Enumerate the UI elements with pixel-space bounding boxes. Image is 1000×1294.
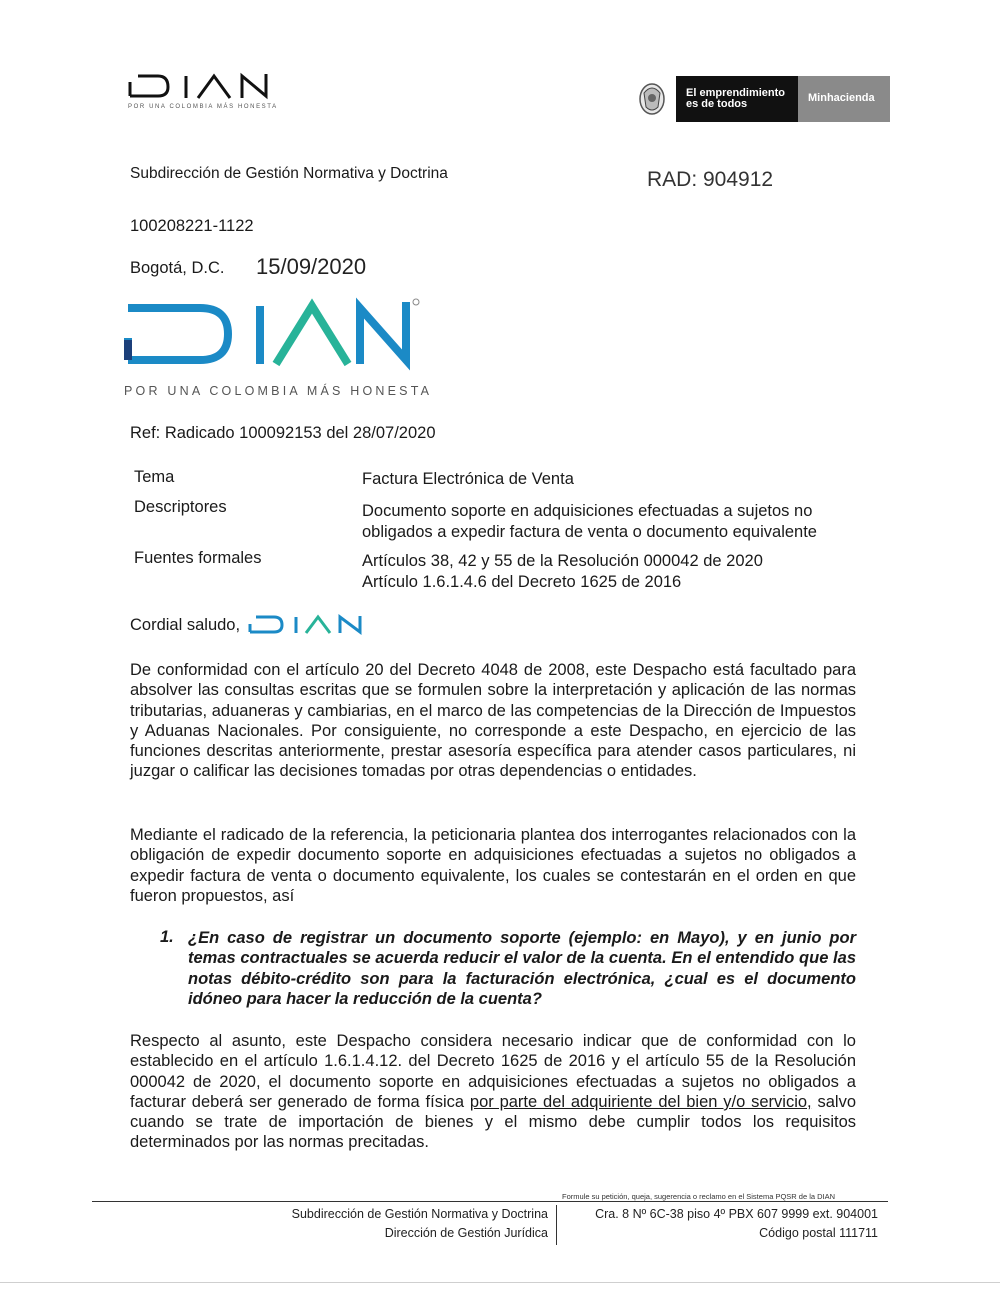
dian-wordmark-large-icon [124, 296, 424, 376]
ministry-label: Minhacienda [798, 76, 890, 122]
footer-right [595, 1205, 878, 1243]
footer-address: Cra. 8 Nº 6C-38 piso 4º PBX 607 9999 ext. 904001 [595, 1207, 878, 1221]
reference-number: 100208221-1122 [130, 217, 254, 235]
rad-number: RAD: 904912 [647, 168, 774, 191]
footer-rule [92, 1201, 888, 1202]
fuentes-line1: Artículos 38, 42 y 55 de la Resolución 000042 de 2020 [362, 552, 763, 570]
fuentes-line2: Artículo 1.6.1.4.6 del Decreto 1625 de 2016 [362, 573, 682, 591]
dian-stamp-icon [248, 614, 372, 640]
footer-office: Subdirección de Gestión Normativa y Doctrina [291, 1207, 548, 1221]
paragraph-competence: De conformidad con el artículo 20 del Decreto 4048 de 2008, este Despacho está facultado para absolver las consultas escritas que se formulen sobre la interpretación y aplicación de las normas tributarias, aduaneras y cambiarias, en el marco de las competencias de la Dirección de Impuestos y Aduanas Nacionales. Por consiguiente, no corresponde a este Despacho, en ejercicio de las funciones descritas anteriormente, prestar asesoría específica para atender casos particulares, ni juzgar o calificar las decisiones tomadas por otras dependencias o entidades. [130, 661, 856, 781]
dian-logo-small [128, 72, 318, 122]
answer-text-underlined: por parte del adquiriente del bien y/o servicio, [469, 1092, 812, 1111]
footer-left [292, 1205, 548, 1243]
answer-text-part2: salvo cuando se trate de importación de bienes y el mismo debe cumplir todos los requisitos determinados por las normas precitadas. [130, 1092, 856, 1152]
gov-slogan [676, 76, 798, 122]
footer-direction: Dirección de Gestión Jurídica [384, 1226, 548, 1240]
gov-slogan-line1: El emprendimiento [686, 87, 786, 99]
footer-postal-code: Código postal 111711 [759, 1226, 878, 1240]
gov-slogan-line2: es de todos [686, 98, 748, 110]
colombia-seal-icon [636, 79, 668, 119]
descriptores-line1: Documento soporte en adquisiciones efectuadas a sujetos no [362, 502, 813, 520]
question-number: 1. [160, 928, 174, 946]
fuentes-label: Fuentes formales [134, 549, 262, 567]
logo-large-tagline: POR UNA COLOMBIA MÁS HONESTA [124, 384, 433, 398]
scan-edge-line [0, 1282, 1000, 1283]
office-name: Subdirección de Gestión Normativa y Doctrina [130, 165, 448, 182]
question-text: ¿En caso de registrar un documento soporte (ejemplo: en Mayo), y en junio por temas contractuales se acuerda reducir el valor de la cuenta. En el entendido que las notas débito-crédito son para la facturación electrónica, ¿cual es el documento idóneo para hacer la reducción de la cuenta? [188, 929, 856, 1008]
reference-line: Ref: Radicado 100092153 del 28/07/2020 [130, 424, 436, 442]
footer-divider [556, 1205, 557, 1245]
footer-pqsr-note: Formule su petición, queja, sugerencia o reclamo en el Sistema PQSR de la DIAN [562, 1192, 836, 1201]
greeting: Cordial saludo, [130, 616, 241, 634]
dian-stamp [248, 614, 372, 640]
tema-value: Factura Electrónica de Venta [362, 470, 574, 488]
descriptores-line2: obligados a expedir factura de venta o documento equivalente [362, 523, 817, 541]
descriptores-label: Descriptores [134, 498, 227, 516]
answer-text-part1: Respecto al asunto, este Despacho considera necesario indicar que de conformidad con lo establecido en el artículo 1.6.1.4.12. del Decreto 1625 de 2016 y el artículo 55 de la Resolución 000042 de 2020, el documento soporte en adquisiciones efectuadas a sujetos no obligados a facturar deberá ser generado de forma física [130, 1032, 856, 1111]
document-date: 15/09/2020 [256, 254, 367, 279]
logo-small-tagline: POR UNA COLOMBIA MÁS HONESTA [128, 104, 278, 110]
paragraph-answer [130, 1031, 856, 1153]
paragraph-request: Mediante el radicado de la referencia, la peticionaria plantea dos interrogantes relacionados con la obligación de expedir documento soporte en adquisiciones efectuadas a sujetos no obligados a expedir factura de venta o documento equivalente, los cuales se contestarán en el orden en que fueron propuestos, así [130, 826, 856, 905]
tema-label: Tema [134, 468, 175, 486]
city: Bogotá, D.C. [130, 259, 225, 277]
government-brand [636, 76, 890, 122]
dian-wordmark-small-icon [128, 72, 288, 102]
